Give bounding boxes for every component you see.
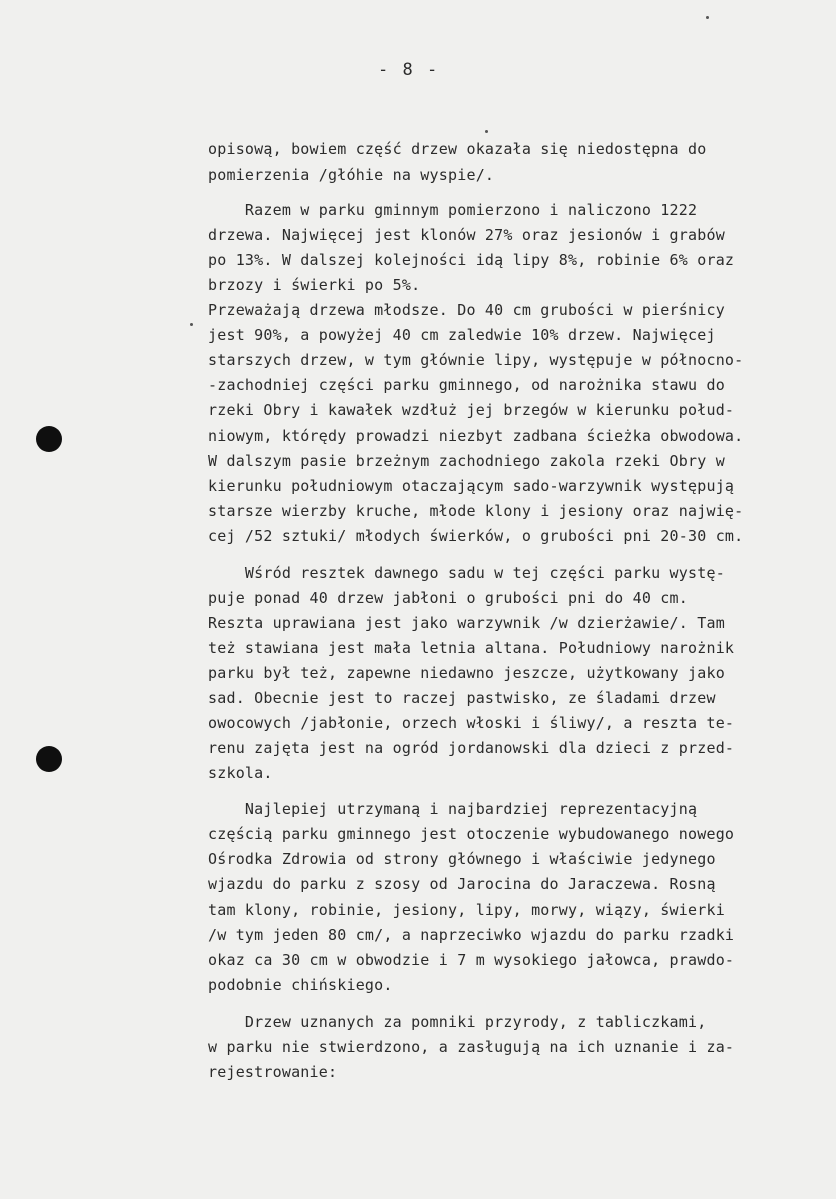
text-line: jest 90%, a powyżej 40 cm zaledwie 10% drzew. Najwięcej [208,326,716,344]
text-line: Najlepiej utrzymaną i najbardziej reprezentacyjną [208,800,698,818]
text-line: tam klony, robinie, jesiony, lipy, morwy, wiązy, świerki [208,901,725,919]
text-line: szkola. [208,764,273,782]
text-line: podobnie chińskiego. [208,976,393,994]
text-line: starsze wierzby kruche, młode klony i jesiony oraz najwię- [208,502,744,520]
text-line: owocowych /jabłonie, orzech włoski i śliwy/, a reszta te- [208,714,735,732]
text-line: W dalszym pasie brzeżnym zachodniego zakola rzeki Obry w [208,452,725,470]
text-line: w parku nie stwierdzono, a zasługują na ich uznanie i za- [208,1038,735,1056]
punch-hole-top [36,426,62,452]
text-line: cej /52 sztuki/ młodych świerków, o grubości pni 20-30 cm. [208,527,744,545]
punch-hole-bottom [36,746,62,772]
page-number: - 8 - [378,60,440,80]
text-line: rzeki Obry i kawałek wzdłuż jej brzegów w kierunku połud- [208,401,735,419]
text-line: częścią parku gminnego jest otoczenie wybudowanego nowego [208,825,735,843]
text-line: Przeważają drzewa młodsze. Do 40 cm grubości w pierśnicy [208,301,725,319]
text-line: Reszta uprawiana jest jako warzywnik /w dzierżawie/. Tam [208,614,725,632]
text-line: rejestrowanie: [208,1063,338,1081]
paper-speck [190,323,193,326]
text-line: wjazdu do parku z szosy od Jarocina do Jaraczewa. Rosną [208,875,716,893]
text-line: Wśród resztek dawnego sadu w tej części parku wystę- [208,564,725,582]
text-line: Drzew uznanych za pomniki przyrody, z tabliczkami, [208,1013,707,1031]
text-line: okaz ca 30 cm w obwodzie i 7 m wysokiego jałowca, prawdo- [208,951,735,969]
text-line: parku był też, zapewne niedawno jeszcze, użytkowany jako [208,664,725,682]
text-line: sad. Obecnie jest to raczej pastwisko, ze śladami drzew [208,689,716,707]
text-line: renu zajęta jest na ogród jordanowski dla dzieci z przed- [208,739,735,757]
text-line: kierunku południowym otaczającym sado-warzywnik występują [208,477,735,495]
text-line: brzozy i świerki po 5%. [208,276,421,294]
text-line: po 13%. W dalszej kolejności idą lipy 8%, robinie 6% oraz [208,251,735,269]
text-line: /w tym jeden 80 cm/, a naprzeciwko wjazdu do parku rzadki [208,926,735,944]
text-line: pomierzenia /głóhie na wyspie/. [208,166,495,184]
text-line: też stawiana jest mała letnia altana. Południowy narożnik [208,639,735,657]
text-line: drzewa. Najwięcej jest klonów 27% oraz jesionów i grabów [208,226,725,244]
text-line: puje ponad 40 drzew jabłoni o grubości pni do 40 cm. [208,589,688,607]
paper-speck [706,16,709,19]
text-line: Ośrodka Zdrowia od strony głównego i właściwie jedynego [208,850,716,868]
text-line: niowym, którędy prowadzi niezbyt zadbana ścieżka obwodowa. [208,427,744,445]
text-line: -zachodniej części parku gminnego, od narożnika stawu do [208,376,725,394]
text-line: starszych drzew, w tym głównie lipy, występuje w północno- [208,351,744,369]
text-line: Razem w parku gminnym pomierzono i naliczono 1222 [208,201,698,219]
paper-speck [485,130,488,133]
text-line: opisową, bowiem część drzew okazała się niedostępna do [208,140,707,158]
